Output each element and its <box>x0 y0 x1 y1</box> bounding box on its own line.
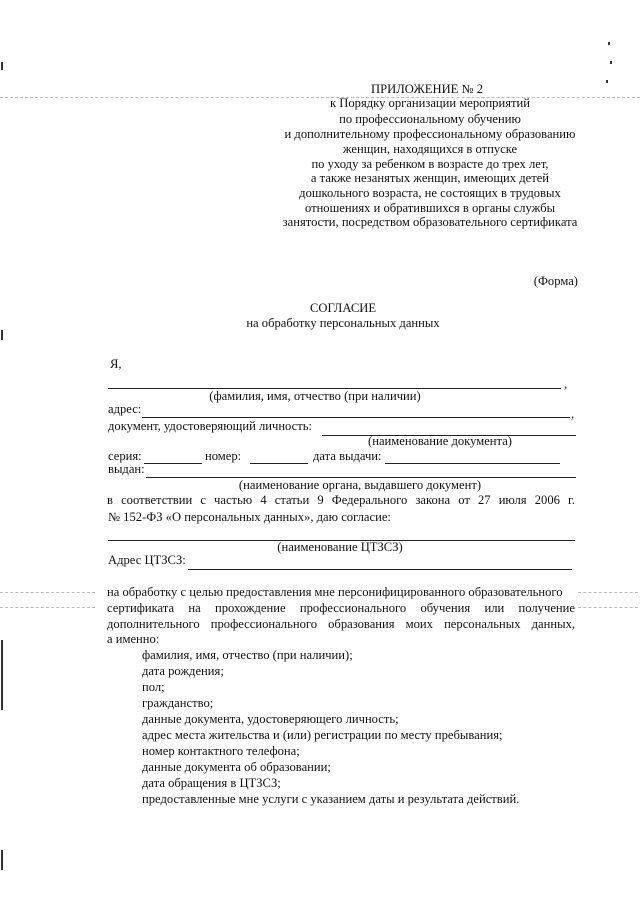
law-word: с <box>200 493 206 507</box>
data-item: дата обращения в ЦТЗСЗ; <box>142 776 281 790</box>
issuer-caption: (наименование органа, выдавшего документ) <box>238 478 482 492</box>
address-comma: , <box>571 407 575 421</box>
purpose-word: профессионального <box>299 601 407 615</box>
scan-edge-mark <box>1 850 3 870</box>
data-item: данные документа, удостоверяющего личность; <box>142 712 399 726</box>
law-paragraph-line-2: № 152-ФЗ «О персональных данных», даю согласие: <box>108 510 391 524</box>
scan-artifact-right-2 <box>578 607 638 608</box>
purpose-word: или <box>484 601 505 615</box>
scan-edge-mark <box>606 80 608 83</box>
scan-artifact-right <box>578 592 638 593</box>
data-item: дата рождения; <box>142 664 224 678</box>
law-word: 9 <box>317 493 324 507</box>
law-word: в <box>107 493 113 507</box>
ctzsz-address-label: Адрес ЦТЗСЗ: <box>108 553 186 567</box>
fio-field[interactable] <box>108 373 561 387</box>
appendix-line: дошкольного возраста, не состоящих в трудовых <box>299 186 561 200</box>
purpose-word: обучения <box>420 601 471 615</box>
law-word: соответствии <box>121 493 193 507</box>
law-word: июля <box>498 493 527 507</box>
fio-comma: , <box>564 377 568 391</box>
address-underline <box>142 417 570 418</box>
law-word: статьи <box>274 493 310 507</box>
law-word: 27 <box>477 493 491 507</box>
address-field[interactable] <box>142 403 570 417</box>
purpose-line-3 <box>107 617 575 632</box>
purpose-word: дополнительного <box>107 617 200 631</box>
purpose-word: сертификата <box>107 601 175 615</box>
id-doc-caption: (наименование документа) <box>368 434 512 448</box>
scan-artifact-left-2 <box>0 607 95 608</box>
scan-edge-mark <box>1 330 3 340</box>
purpose-word: на <box>188 601 201 615</box>
id-doc-field[interactable] <box>322 420 576 434</box>
law-word: закона <box>415 493 451 507</box>
law-paragraph-line-1 <box>107 493 575 508</box>
ctzsz-address-field[interactable] <box>188 555 572 569</box>
data-item: данные документа об образовании; <box>142 760 331 774</box>
document-subtitle: на обработку персональных данных <box>246 316 440 330</box>
number-field[interactable] <box>250 450 308 464</box>
appendix-line: отношениях и обратившихся в органы службы <box>304 201 556 215</box>
scan-edge-mark <box>608 42 610 45</box>
purpose-word: получение <box>518 601 575 615</box>
law-word: 2006 <box>534 493 560 507</box>
appendix-line: а также незанятых женщин, имеющих детей <box>310 171 550 185</box>
purpose-word: данных, <box>531 617 576 631</box>
ctzsz-caption: (наименование ЦТЗСЗ) <box>277 540 403 554</box>
scan-edge-mark <box>610 61 612 64</box>
number-label: номер: <box>205 449 242 463</box>
series-label: серия: <box>108 449 142 463</box>
data-item: адрес места жительства и (или) регистрации по месту пребывания; <box>142 728 503 742</box>
purpose-word: прохождение <box>214 601 286 615</box>
law-word: г. <box>568 493 575 507</box>
law-word: 4 <box>260 493 267 507</box>
issued-by-field[interactable] <box>146 464 576 478</box>
issue-date-field[interactable] <box>385 450 560 464</box>
address-label: адрес: <box>108 402 142 416</box>
scan-artifact-left <box>0 592 95 593</box>
data-item: фамилия, имя, отчество (при наличии); <box>142 648 353 662</box>
law-word: частью <box>214 493 253 507</box>
data-item: гражданство; <box>142 696 214 710</box>
purpose-word: образования <box>328 617 395 631</box>
appendix-line: занятости, посредством образовательного сертификата <box>282 215 578 229</box>
purpose-line-4: а именно: <box>107 632 160 646</box>
purpose-word: персональных <box>444 617 521 631</box>
purpose-word: моих <box>405 617 433 631</box>
fio-caption: (фамилия, имя, отчество (при наличии) <box>209 389 421 403</box>
appendix-line: по уходу за ребенком в возрасте до трех лет, <box>311 157 549 171</box>
appendix-line: женщин, находящихся в отпуске <box>342 142 518 156</box>
law-word: от <box>458 493 470 507</box>
law-word: Федерального <box>331 493 408 507</box>
data-item: номер контактного телефона; <box>142 744 300 758</box>
ctzsz-address-underline <box>188 569 572 570</box>
data-item: пол; <box>142 680 165 694</box>
appendix-title: ПРИЛОЖЕНИЕ № 2 <box>371 82 483 96</box>
id-doc-label: документ, удостоверяющий личность: <box>108 419 313 433</box>
scan-edge-mark <box>1 640 3 710</box>
series-field[interactable] <box>144 450 202 464</box>
appendix-line: по профессиональному обучению <box>339 112 521 126</box>
appendix-line: к Порядку организации мероприятий <box>329 96 530 110</box>
issued-by-label: выдан: <box>108 462 145 476</box>
issue-date-label: дата выдачи: <box>313 449 382 463</box>
purpose-line-1: на обработку с целью предоставления мне персонифицированного образовательного <box>107 585 563 599</box>
form-label: (Форма) <box>533 274 578 288</box>
purpose-line-2 <box>107 601 575 616</box>
document-title: СОГЛАСИЕ <box>309 301 377 315</box>
ya-label: Я, <box>110 357 122 371</box>
ctzsz-name-field[interactable] <box>108 527 575 541</box>
data-item: предоставленные мне услуги с указанием даты и результата действий. <box>142 792 520 806</box>
purpose-word: профессионального <box>210 617 318 631</box>
appendix-line: и дополнительному профессиональному образованию <box>284 127 576 141</box>
scan-edge-mark <box>1 62 3 70</box>
